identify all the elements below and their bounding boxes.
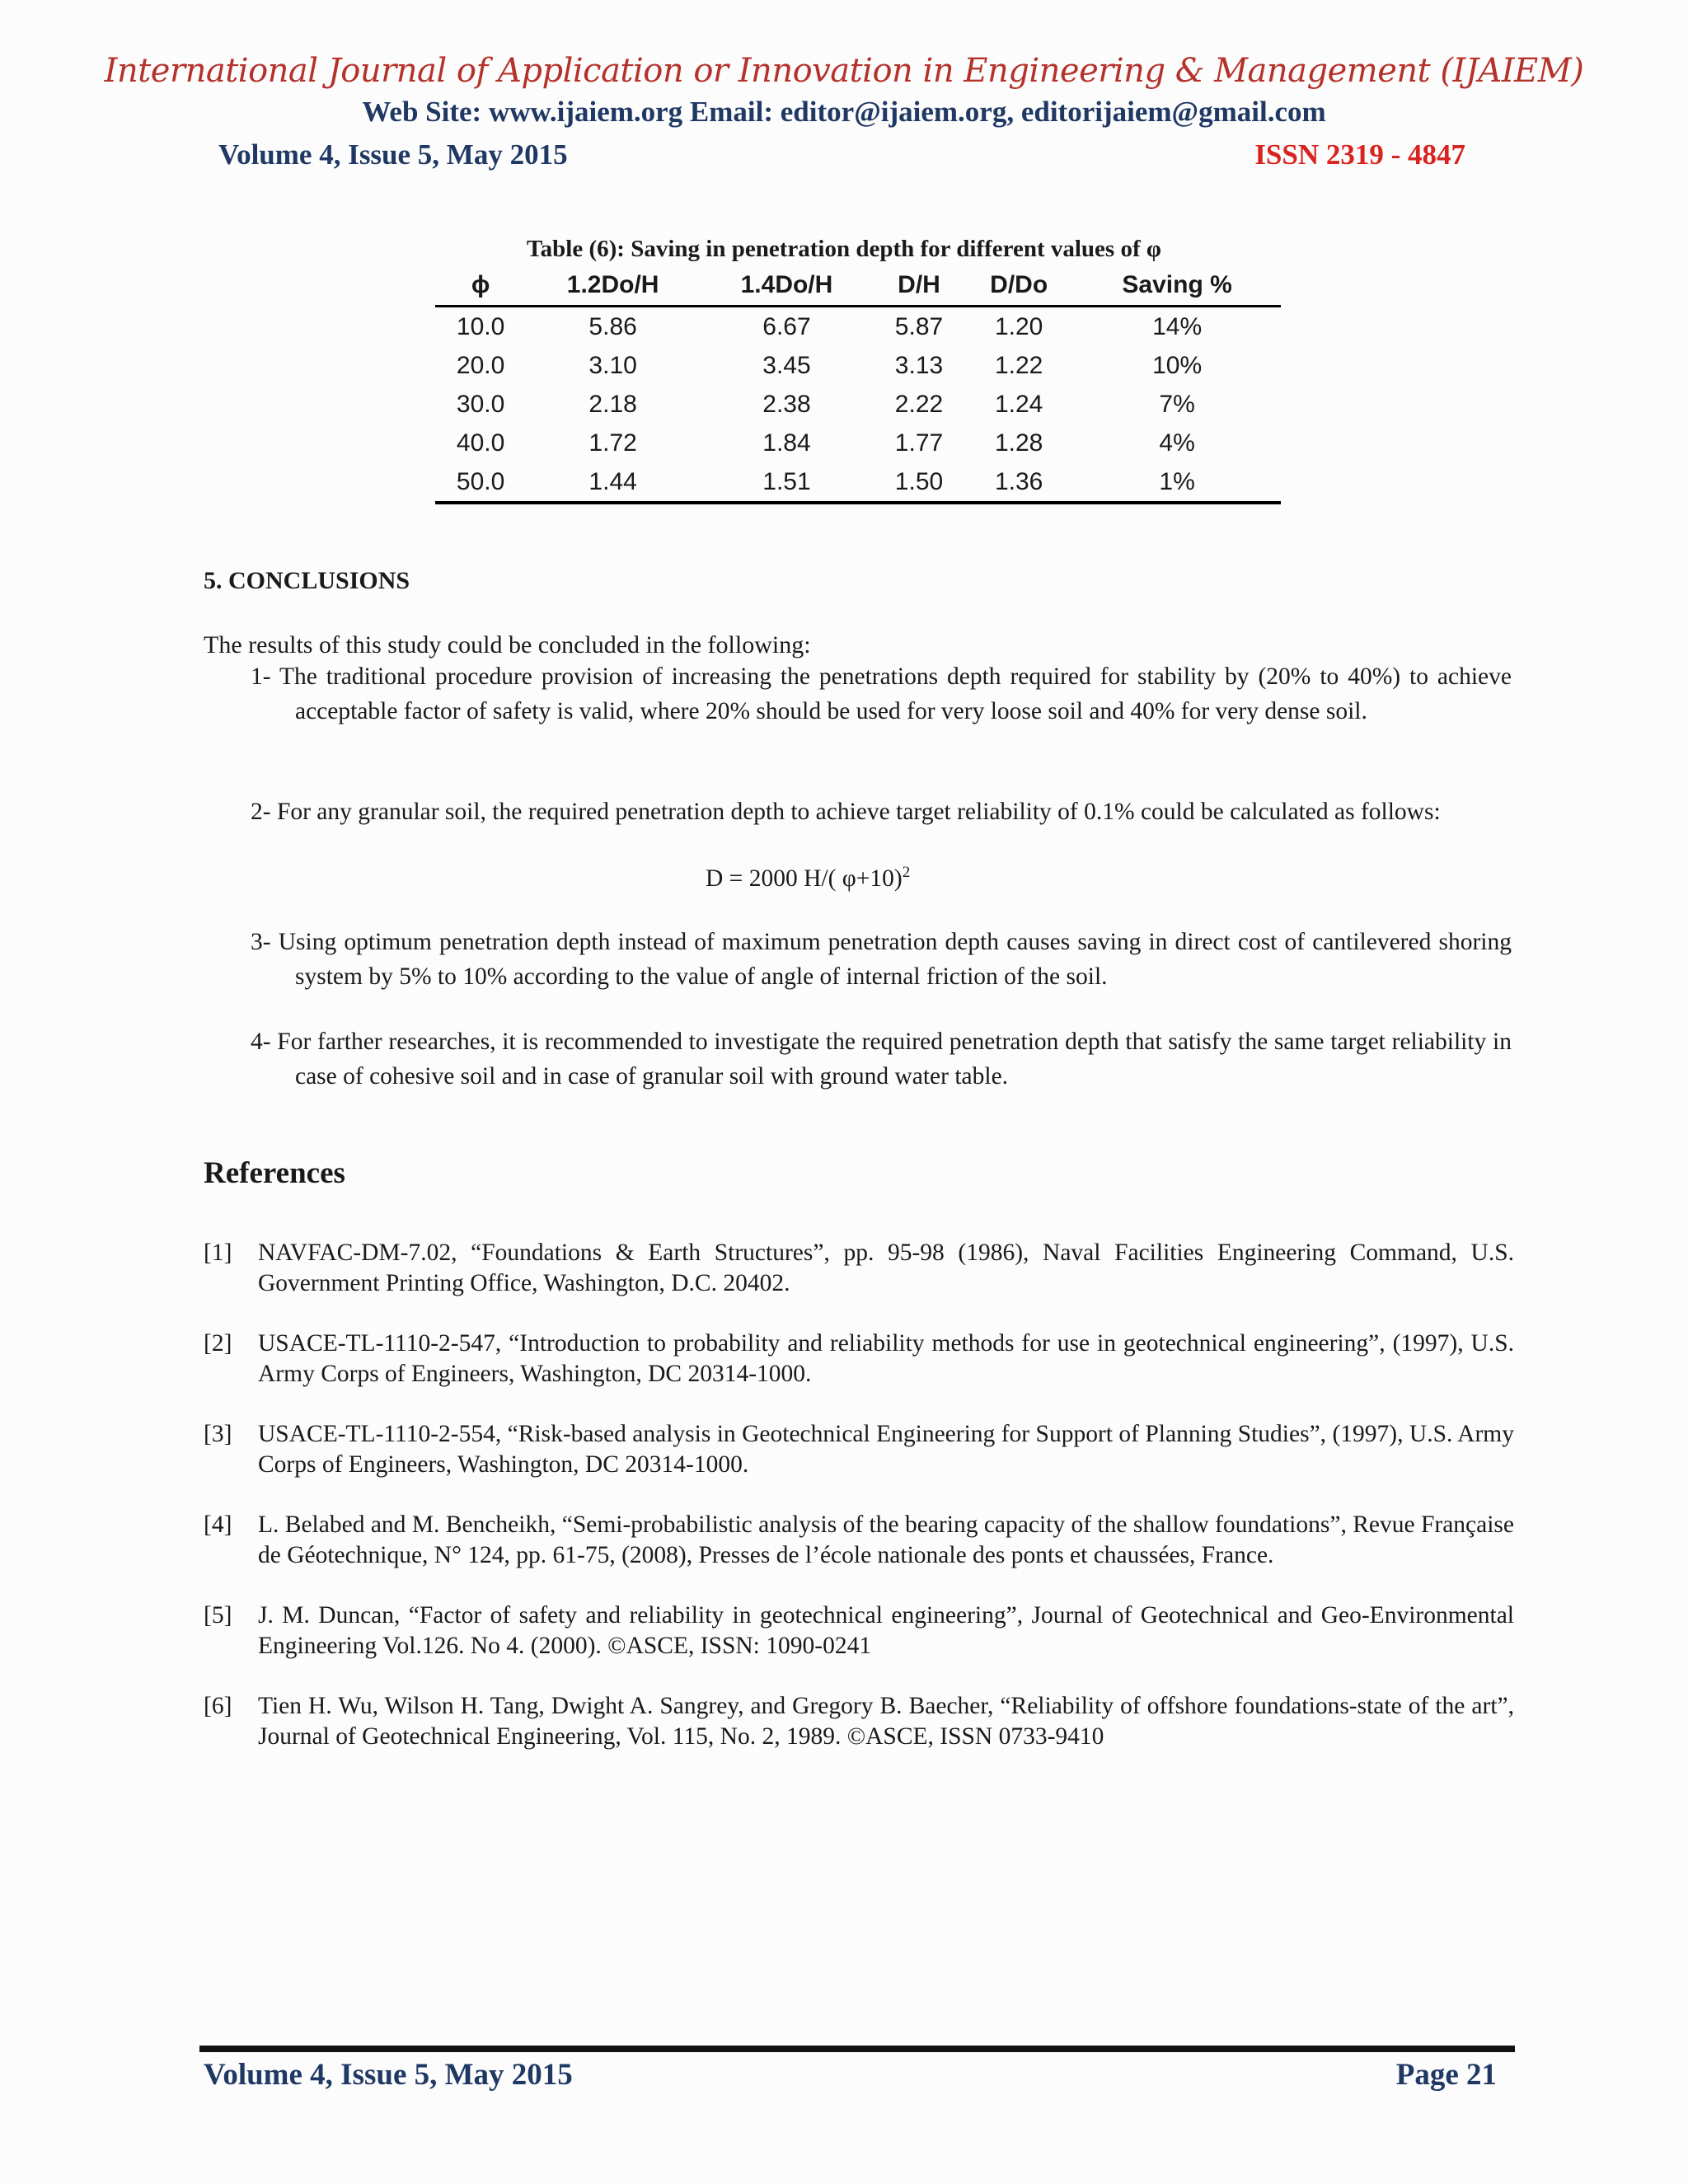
conclusions-intro: The results of this study could be concluded in the following:	[204, 631, 811, 658]
table-cell: 2.22	[894, 390, 944, 418]
conclusion-list	[251, 1024, 1512, 1094]
table-cell: 1.84	[762, 429, 811, 457]
reference-list	[204, 1238, 1514, 1782]
conclusion-item: 4- For farther researches, it is recommended to investigate the required penetration depth that satisfy the same target reliability in case of cohesive soil and in case of granular soil with ground water table.	[251, 1029, 1512, 1090]
column-header: D/Do	[964, 265, 1073, 307]
table-header-row	[435, 265, 1281, 307]
reference-number: [3]	[204, 1421, 232, 1447]
reference-item	[204, 1510, 1514, 1571]
table-cell: 1.20	[994, 312, 1043, 340]
penetration-depth-formula	[706, 864, 910, 893]
table-cell: 7%	[1159, 390, 1195, 418]
saving-table	[435, 265, 1281, 504]
table-row	[435, 462, 1281, 503]
table-cell: 14%	[1152, 312, 1203, 340]
conclusions-heading: 5. CONCLUSIONS	[204, 567, 410, 594]
table-cell: 3.13	[894, 351, 944, 379]
reference-item	[204, 1601, 1514, 1661]
conclusion-list	[251, 659, 1512, 729]
reference-text: USACE-TL-1110-2-554, “Risk-based analysis in Geotechnical Engineering for Support of Planning Studies”, (1997), U.S. Army Corps of Engineers, Washington, DC 20314-1000.	[258, 1421, 1514, 1478]
table-cell: 5.86	[588, 312, 637, 340]
references-heading: References	[204, 1156, 345, 1190]
header-volume-row	[218, 138, 1465, 171]
column-header: ϕ	[435, 265, 526, 307]
column-header: Saving %	[1073, 265, 1281, 307]
journal-contact-line: Web Site: www.ijaiem.org Email: editor@ijaiem.org, editorijaiem@gmail.com	[362, 96, 1326, 128]
table-row	[435, 424, 1281, 462]
reference-number: [4]	[204, 1511, 232, 1538]
reference-item	[204, 1238, 1514, 1299]
table-cell: 1.22	[994, 351, 1043, 379]
conclusion-item: 2- For any granular soil, the required penetration depth to achieve target reliability of 0.1% could be calculated as follows:	[251, 799, 1441, 825]
table-row	[435, 346, 1281, 385]
conclusion-item: 1- The traditional procedure provision of increasing the penetrations depth required for stability by (20% to 40%) to achieve acceptable factor of safety is valid, where 20% should be used for very loose soil and 40% for very dense soil.	[251, 663, 1512, 724]
table-cell: 50.0	[435, 462, 526, 503]
column-header: 1.2Do/H	[526, 265, 700, 307]
page-number: Page 21	[1395, 2058, 1497, 2092]
table-cell: 6.67	[762, 312, 811, 340]
formula-exponent: 2	[902, 864, 911, 881]
table-cell: 40.0	[456, 429, 505, 457]
column-header: 1.4Do/H	[700, 265, 874, 307]
table-cell: 4%	[1159, 429, 1195, 457]
reference-text: L. Belabed and M. Bencheikh, “Semi-probabilistic analysis of the bearing capacity of the shallow foundations”, Revue Française de Géotechnique, N° 124, pp. 61-75, (2008), Presses de l’école nationale des ponts et chaussées, France.	[258, 1511, 1514, 1568]
reference-number: [2]	[204, 1330, 232, 1357]
table-cell: 10%	[1152, 351, 1203, 379]
column-header: D/H	[874, 265, 964, 307]
reference-item	[204, 1419, 1514, 1480]
table-cell: 3.45	[762, 351, 811, 379]
formula-main: D = 2000 H/( φ+10)	[706, 865, 903, 892]
table-cell: 1.24	[994, 390, 1043, 418]
table-cell: 5.87	[894, 312, 944, 340]
footer-divider	[199, 2046, 1515, 2052]
table-cell: 1.77	[894, 429, 944, 457]
reference-text: J. M. Duncan, “Factor of safety and reliability in geotechnical engineering”, Journal of Geotechnical and Geo-Environmental Engineering Vol.126. No 4. (2000). ©ASCE, ISSN: 1090-0241	[258, 1602, 1514, 1659]
table-cell: 2.18	[588, 390, 637, 418]
reference-text: USACE-TL-1110-2-547, “Introduction to probability and reliability methods for use in geotechnical engineering”, (1997), U.S. Army Corps of Engineers, Washington, DC 20314-1000.	[258, 1330, 1514, 1387]
journal-title: International Journal of Application or Innovation in Engineering & Management (IJAIEM)	[104, 52, 1584, 90]
header-volume: Volume 4, Issue 5, May 2015	[218, 138, 568, 171]
conclusion-list	[251, 794, 1512, 829]
table-cell: 2.38	[762, 390, 811, 418]
reference-number: [5]	[204, 1602, 232, 1629]
reference-item	[204, 1691, 1514, 1752]
table-cell: 3.10	[588, 351, 637, 379]
table-cell: 30.0	[456, 390, 505, 418]
table-row	[435, 307, 1281, 347]
table-caption: Table (6): Saving in penetration depth for different values of φ	[527, 236, 1161, 262]
table-cell: 1.50	[874, 462, 964, 503]
conclusion-list	[251, 925, 1512, 994]
table-cell: 1.28	[994, 429, 1043, 457]
reference-number: [1]	[204, 1240, 232, 1266]
page-header	[0, 51, 1688, 129]
page-footer	[204, 2057, 1497, 2093]
table-cell: 1.51	[700, 462, 874, 503]
header-issn: ISSN 2319 - 4847	[1254, 138, 1465, 171]
reference-item	[204, 1329, 1514, 1390]
conclusion-item: 3- Using optimum penetration depth instead of maximum penetration depth causes saving in direct cost of cantilevered shoring system by 5% to 10% according to the value of angle of internal friction of the soil.	[251, 929, 1512, 990]
table-cell: 10.0	[456, 312, 505, 340]
table-row	[435, 385, 1281, 424]
table-cell: 1.44	[526, 462, 700, 503]
table-cell: 20.0	[456, 351, 505, 379]
footer-volume: Volume 4, Issue 5, May 2015	[204, 2058, 573, 2092]
reference-text: NAVFAC-DM-7.02, “Foundations & Earth Structures”, pp. 95-98 (1986), Naval Facilities Engineering Command, U.S. Government Printing Office, Washington, D.C. 20402.	[258, 1240, 1514, 1296]
table-cell: 1.72	[588, 429, 637, 457]
table-cell: 1%	[1073, 462, 1281, 503]
table-cell: 1.36	[964, 462, 1073, 503]
reference-number: [6]	[204, 1693, 232, 1719]
reference-text: Tien H. Wu, Wilson H. Tang, Dwight A. Sangrey, and Gregory B. Baecher, “Reliability of offshore foundations-state of the art”, Journal of Geotechnical Engineering, Vol. 115, No. 2, 1989. ©ASCE, ISSN 0733-9410	[258, 1693, 1514, 1750]
